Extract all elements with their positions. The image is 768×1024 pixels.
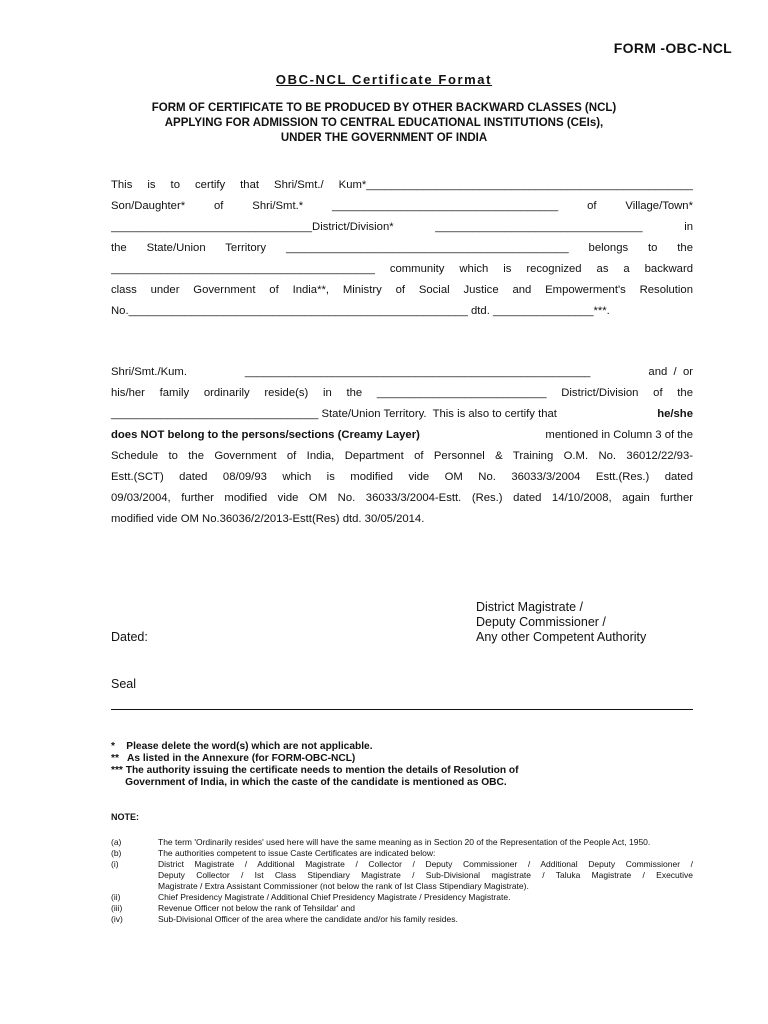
para2-line-4-b: mentioned in Column 3 of the [542, 429, 693, 441]
para2-line-1 [111, 362, 693, 383]
para2-line-1-b: _______________________________________________________ [244, 366, 591, 378]
para2-line-5: Schedule to the Government of India, Department of Personnel & Training O.M. No. 36012/22/93- [111, 450, 693, 462]
signatory-line-1: District Magistrate / [476, 600, 583, 614]
note-item [111, 903, 693, 914]
footnote-1: * Please delete the word(s) which are not applicable. [111, 741, 373, 752]
para2-line-8 [111, 509, 693, 530]
note-key: (iv) [111, 914, 123, 924]
para2-line-3 [111, 404, 693, 425]
heading-line-1: FORM OF CERTIFICATE TO BE PRODUCED BY OTHER BACKWARD CLASSES (NCL) [151, 102, 617, 114]
para1-line-3: ________________________________District/Division* _________________________________ in [111, 221, 693, 233]
note-key [111, 881, 158, 892]
form-id: FORM -OBC-NCL [613, 40, 732, 56]
para1-line-5: __________________________________________ community which is recognized as a backward [111, 263, 693, 275]
para1-line-7 [111, 301, 693, 322]
footnotes [111, 741, 519, 789]
note-item [111, 859, 693, 870]
note-item [111, 870, 693, 881]
heading-line-2: APPLYING FOR ADMISSION TO CENTRAL EDUCATIONAL INSTITUTIONS (CEIs), [164, 117, 604, 129]
para1-line-4: the State/Union Territory _____________________________________________ belongs to the [111, 242, 693, 254]
dated-label: Dated: [111, 630, 148, 644]
note-key: (ii) [111, 892, 121, 902]
note-text: Revenue Officer not below the rank of Tehsildar' and [158, 903, 355, 913]
form-heading [0, 101, 768, 146]
para1-line-7-text: No.______________________________________________________ dtd. ________________***. [111, 305, 610, 317]
heading-line-3: UNDER THE GOVERNMENT OF INDIA [280, 132, 488, 144]
signatory-line-2: Deputy Commissioner / [476, 615, 606, 629]
para2-line-3-b: he/she [657, 408, 693, 420]
para2-line-8-text: modified vide OM No.36036/2/2013-Estt(Res) dtd. 30/05/2014. [111, 513, 425, 525]
note-key [111, 870, 158, 881]
certificate-paragraph-1 [111, 175, 693, 322]
para2-line-7: 09/03/2004, further modified vide OM No. 36033/3/2004-Estt. (Res.) dated 14/10/2008, again further [111, 492, 693, 504]
note-item [111, 848, 693, 859]
certificate-paragraph-2 [111, 362, 693, 530]
note-key: (iii) [111, 903, 123, 913]
para2-line-4 [111, 425, 693, 446]
signatory-line-3: Any other Competent Authority [476, 630, 647, 644]
note-text: District Magistrate / Additional Magistrate / Collector / Deputy Commissioner / Additional Deputy Commissioner / [158, 859, 693, 869]
note-key: (i) [111, 859, 119, 869]
footnote-2: ** As listed in the Annexure (for FORM-OBC-NCL) [111, 753, 356, 764]
para1-line-2: Son/Daughter* of Shri/Smt.* ____________________________________ of Village/Town* [111, 200, 693, 212]
para2-line-3-a: _________________________________ State/Union Territory. This is also to certify that [111, 408, 561, 420]
para2-line-6: Estt.(SCT) dated 08/09/93 which is modified vide OM No. 36033/3/2004 Estt.(Res.) dated [111, 471, 693, 483]
note-item [111, 914, 693, 925]
note-list [111, 837, 693, 925]
note-label: NOTE: [111, 812, 139, 822]
note-text: Deputy Collector / Ist Class Stipendiary Magistrate / Sub-Divisional magistrate / Taluka Magistrate / Executive [158, 870, 693, 880]
footnote-3: *** The authority issuing the certificate needs to mention the details of Resolution of [111, 765, 519, 776]
note-text: The authorities competent to issue Caste Certificates are indicated below: [158, 848, 436, 858]
note-text: Chief Presidency Magistrate / Additional Chief Presidency Magistrate / Presidency Magistrate. [158, 892, 511, 902]
para2-line-2: his/her family ordinarily reside(s) in the ___________________________ District/Division of the [111, 387, 693, 399]
note-text: Sub-Divisional Officer of the area where the candidate and/or his family resides. [158, 914, 458, 924]
page-title: OBC-NCL Certificate Format [275, 72, 493, 87]
note-text: The term 'Ordinarily resides' used here will have the same meaning as in Section 20 of the Representation of the People Act, 1950. [158, 837, 651, 847]
note-item [111, 892, 693, 903]
note-item [111, 837, 693, 848]
para1-line-1: This is to certify that Shri/Smt./ Kum*____________________________________________________ [111, 179, 693, 191]
para1-line-6: class under Government of India**, Ministry of Social Justice and Empowerment's Resolution [111, 284, 693, 296]
para2-line-1-c: and / or [648, 366, 693, 378]
note-key: (a) [111, 837, 122, 847]
note-item [111, 881, 693, 892]
note-key: (b) [111, 848, 122, 858]
seal-label: Seal [111, 677, 137, 691]
signatory-block [476, 600, 646, 645]
para2-line-4-a: does NOT belong to the persons/sections (Creamy Layer) [111, 429, 420, 441]
footnote-4: Government of India, in which the caste of the candidate is mentioned as OBC. [111, 777, 507, 788]
para2-line-1-a: Shri/Smt./Kum. [111, 366, 187, 378]
note-text: Magistrate / Extra Assistant Commissioner (not below the rank of Ist Class Stipendiary Magistrate). [158, 881, 529, 891]
divider [111, 709, 693, 710]
